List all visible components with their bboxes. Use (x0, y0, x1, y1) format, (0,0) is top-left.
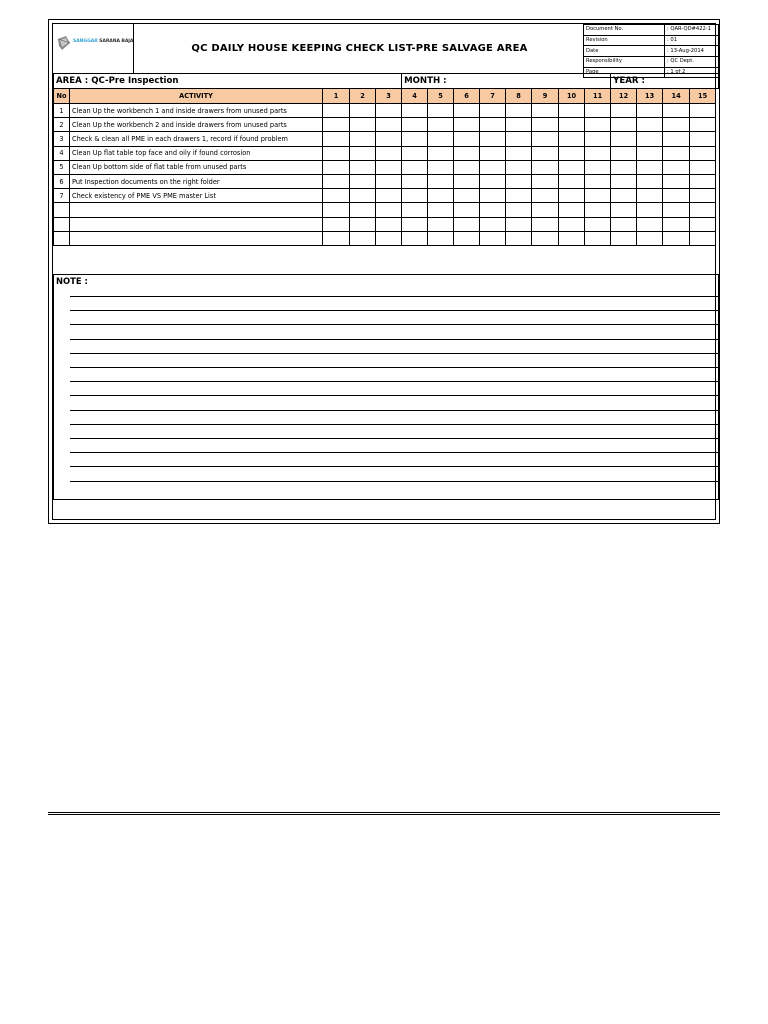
day-check-cell[interactable] (663, 118, 690, 132)
day-check-cell[interactable] (428, 104, 454, 118)
day-check-cell[interactable] (323, 174, 350, 188)
day-check-cell[interactable] (611, 118, 637, 132)
column-header-day: 3 (376, 89, 402, 104)
doc-info-value: : 01 (665, 35, 719, 46)
day-check-cell[interactable] (428, 118, 454, 132)
day-check-cell[interactable] (611, 189, 637, 203)
activity-cell (70, 203, 323, 217)
company-name-part2: SARANA BAJA (99, 39, 134, 44)
day-check-cell[interactable] (402, 104, 428, 118)
day-check-cell[interactable] (480, 174, 506, 188)
day-check-cell[interactable] (323, 104, 350, 118)
day-check-cell[interactable] (350, 231, 376, 245)
day-check-cell[interactable] (690, 189, 716, 203)
day-check-cell[interactable] (585, 118, 611, 132)
day-check-cell[interactable] (376, 203, 402, 217)
day-check-cell[interactable] (323, 118, 350, 132)
day-check-cell[interactable] (690, 174, 716, 188)
day-check-cell[interactable] (637, 231, 663, 245)
day-check-cell[interactable] (506, 160, 532, 174)
day-check-cell[interactable] (402, 146, 428, 160)
day-check-cell[interactable] (611, 160, 637, 174)
day-check-cell[interactable] (454, 160, 480, 174)
day-check-cell[interactable] (350, 118, 376, 132)
day-check-cell[interactable] (663, 231, 690, 245)
day-check-cell[interactable] (611, 203, 637, 217)
note-line[interactable] (70, 324, 718, 325)
table-row (54, 189, 719, 203)
day-check-cell[interactable] (532, 146, 559, 160)
note-line[interactable] (70, 353, 718, 354)
day-check-cell[interactable] (376, 231, 402, 245)
day-check-cell[interactable] (637, 146, 663, 160)
day-check-cell[interactable] (663, 104, 690, 118)
column-header-day: 8 (506, 89, 532, 104)
row-number: 5 (54, 160, 70, 174)
day-check-cell[interactable] (690, 104, 716, 118)
day-check-cell[interactable] (402, 231, 428, 245)
note-label: NOTE : (56, 276, 88, 286)
day-check-cell[interactable] (611, 132, 637, 146)
note-line[interactable] (70, 452, 718, 453)
row-number (54, 231, 70, 245)
table-row (54, 174, 719, 188)
day-check-cell[interactable] (428, 132, 454, 146)
day-check-cell[interactable] (323, 189, 350, 203)
activity-cell (70, 217, 323, 231)
day-check-cell[interactable] (480, 231, 506, 245)
doc-info-value: : QAR-QD#422-1 (665, 25, 719, 36)
row-number: 3 (54, 132, 70, 146)
day-check-cell[interactable] (454, 189, 480, 203)
day-check-cell[interactable] (428, 160, 454, 174)
row-number (54, 217, 70, 231)
day-check-cell[interactable] (402, 118, 428, 132)
day-check-cell[interactable] (611, 174, 637, 188)
day-check-cell[interactable] (585, 132, 611, 146)
day-check-cell[interactable] (376, 146, 402, 160)
day-check-cell[interactable] (690, 146, 716, 160)
day-check-cell[interactable] (480, 160, 506, 174)
day-check-cell[interactable] (350, 146, 376, 160)
day-check-cell[interactable] (637, 203, 663, 217)
column-header-day: 15 (690, 89, 716, 104)
note-line[interactable] (70, 438, 718, 439)
document-title: QC DAILY HOUSE KEEPING CHECK LIST-PRE SALVAGE AREA (191, 43, 528, 54)
day-check-cell[interactable] (506, 203, 532, 217)
day-check-cell[interactable] (428, 231, 454, 245)
company-name (73, 39, 133, 44)
day-check-cell[interactable] (532, 217, 559, 231)
day-check-cell[interactable] (637, 104, 663, 118)
day-check-cell[interactable] (376, 217, 402, 231)
day-check-cell[interactable] (532, 118, 559, 132)
day-check-cell[interactable] (323, 132, 350, 146)
row-number: 1 (54, 104, 70, 118)
day-check-cell[interactable] (611, 104, 637, 118)
day-check-cell[interactable] (480, 118, 506, 132)
day-check-cell[interactable] (585, 174, 611, 188)
day-check-cell[interactable] (559, 174, 585, 188)
table-header-row (54, 89, 719, 104)
document-info-table (583, 24, 719, 78)
column-header-day: 2 (350, 89, 376, 104)
day-check-cell[interactable] (585, 146, 611, 160)
day-check-cell[interactable] (506, 231, 532, 245)
activity-cell: Clean Up the workbench 2 and inside drawers from unused parts (70, 118, 323, 132)
row-number: 4 (54, 146, 70, 160)
column-header-day: 4 (402, 89, 428, 104)
company-logo-icon (57, 35, 71, 51)
day-check-cell[interactable] (350, 174, 376, 188)
day-check-cell[interactable] (428, 174, 454, 188)
row-number: 2 (54, 118, 70, 132)
day-check-cell[interactable] (506, 174, 532, 188)
doc-info-label: Document No. (584, 25, 665, 36)
doc-info-label: Revision (584, 35, 665, 46)
day-check-cell[interactable] (559, 217, 585, 231)
day-check-cell[interactable] (402, 132, 428, 146)
page-divider-line (48, 812, 720, 813)
day-check-cell[interactable] (428, 189, 454, 203)
activity-cell: Clean Up flat table top face and oily if found corrosion (70, 146, 323, 160)
table-row (54, 217, 719, 231)
column-header-day: 12 (611, 89, 637, 104)
doc-info-value: : 1 of 2 (665, 67, 719, 78)
day-check-cell[interactable] (585, 231, 611, 245)
doc-info-label: Page (584, 67, 665, 78)
day-check-cell[interactable] (323, 160, 350, 174)
doc-info-row (584, 46, 719, 57)
day-check-cell[interactable] (480, 146, 506, 160)
column-header-day: 1 (323, 89, 350, 104)
column-header-day: 11 (585, 89, 611, 104)
table-row (54, 146, 719, 160)
day-check-cell[interactable] (323, 217, 350, 231)
activity-cell: Clean Up bottom side of flat table from unused parts (70, 160, 323, 174)
day-check-cell[interactable] (323, 146, 350, 160)
day-check-cell[interactable] (663, 203, 690, 217)
day-check-cell[interactable] (376, 132, 402, 146)
row-number: 6 (54, 174, 70, 188)
column-header-day: 7 (480, 89, 506, 104)
day-check-cell[interactable] (690, 118, 716, 132)
day-check-cell[interactable] (559, 203, 585, 217)
note-line[interactable] (70, 296, 718, 297)
form-header (53, 24, 715, 76)
day-check-cell[interactable] (350, 104, 376, 118)
day-check-cell[interactable] (663, 174, 690, 188)
activity-cell (70, 231, 323, 245)
day-check-cell[interactable] (402, 217, 428, 231)
company-name-part1: SANGGAR (73, 39, 98, 44)
column-header-no: No (54, 89, 70, 104)
day-check-cell[interactable] (559, 189, 585, 203)
day-check-cell[interactable] (532, 203, 559, 217)
day-check-cell[interactable] (454, 203, 480, 217)
day-check-cell[interactable] (559, 146, 585, 160)
doc-info-row (584, 57, 719, 68)
table-row (54, 160, 719, 174)
form-inner-border (52, 23, 716, 520)
day-check-cell[interactable] (376, 104, 402, 118)
day-check-cell[interactable] (376, 189, 402, 203)
day-check-cell[interactable] (506, 132, 532, 146)
activity-cell: Check existency of PME VS PME master List (70, 189, 323, 203)
month-field[interactable]: MONTH : (402, 74, 611, 89)
note-line[interactable] (70, 381, 718, 382)
day-check-cell[interactable] (663, 217, 690, 231)
column-header-day: 13 (637, 89, 663, 104)
note-line[interactable] (70, 466, 718, 467)
day-check-cell[interactable] (637, 132, 663, 146)
day-check-cell[interactable] (350, 160, 376, 174)
day-check-cell[interactable] (690, 231, 716, 245)
day-check-cell[interactable] (454, 231, 480, 245)
day-check-cell[interactable] (559, 160, 585, 174)
doc-info-label: Date (584, 46, 665, 57)
day-check-cell[interactable] (690, 217, 716, 231)
area-row (54, 74, 719, 89)
day-check-cell[interactable] (559, 104, 585, 118)
day-check-cell[interactable] (480, 104, 506, 118)
row-number (54, 203, 70, 217)
activity-cell: Check & clean all PME in each drawers 1, record if found problem (70, 132, 323, 146)
note-line[interactable] (70, 367, 718, 368)
day-check-cell[interactable] (454, 118, 480, 132)
day-check-cell[interactable] (532, 189, 559, 203)
table-row (54, 118, 719, 132)
table-row (54, 203, 719, 217)
day-check-cell[interactable] (402, 189, 428, 203)
column-header-day: 5 (428, 89, 454, 104)
day-check-cell[interactable] (663, 189, 690, 203)
day-check-cell[interactable] (454, 217, 480, 231)
page-divider-line-2 (48, 814, 720, 815)
day-check-cell[interactable] (480, 189, 506, 203)
day-check-cell[interactable] (402, 160, 428, 174)
day-check-cell[interactable] (480, 132, 506, 146)
note-line[interactable] (70, 424, 718, 425)
day-check-cell[interactable] (532, 160, 559, 174)
day-check-cell[interactable] (690, 203, 716, 217)
notes-section (53, 274, 719, 500)
day-check-cell[interactable] (585, 189, 611, 203)
doc-info-label: Responsibility (584, 57, 665, 68)
day-check-cell[interactable] (637, 160, 663, 174)
day-check-cell[interactable] (532, 231, 559, 245)
day-check-cell[interactable] (376, 174, 402, 188)
day-check-cell[interactable] (350, 189, 376, 203)
day-check-cell[interactable] (402, 203, 428, 217)
column-header-activity: ACTIVITY (70, 89, 323, 104)
doc-info-value: : 13-Aug-2014 (665, 46, 719, 57)
day-check-cell[interactable] (428, 217, 454, 231)
note-line[interactable] (70, 339, 718, 340)
day-check-cell[interactable] (323, 203, 350, 217)
day-check-cell[interactable] (559, 231, 585, 245)
day-check-cell[interactable] (376, 118, 402, 132)
day-check-cell[interactable] (611, 146, 637, 160)
table-row (54, 231, 719, 245)
row-number: 7 (54, 189, 70, 203)
doc-info-row (584, 25, 719, 36)
activity-cell: Clean Up the workbench 1 and inside drawers from unused parts (70, 104, 323, 118)
table-row (54, 104, 719, 118)
day-check-cell[interactable] (350, 203, 376, 217)
day-check-cell[interactable] (376, 160, 402, 174)
day-check-cell[interactable] (506, 104, 532, 118)
note-line[interactable] (70, 310, 718, 311)
day-check-cell[interactable] (585, 104, 611, 118)
day-check-cell[interactable] (637, 217, 663, 231)
day-check-cell[interactable] (454, 132, 480, 146)
day-check-cell[interactable] (585, 217, 611, 231)
day-check-cell[interactable] (663, 146, 690, 160)
note-line[interactable] (70, 395, 718, 396)
day-check-cell[interactable] (559, 118, 585, 132)
day-check-cell[interactable] (428, 203, 454, 217)
day-check-cell[interactable] (532, 174, 559, 188)
day-check-cell[interactable] (690, 160, 716, 174)
column-header-day: 14 (663, 89, 690, 104)
day-check-cell[interactable] (506, 146, 532, 160)
day-check-cell[interactable] (454, 174, 480, 188)
day-check-cell[interactable] (506, 118, 532, 132)
column-header-day: 9 (532, 89, 559, 104)
day-check-cell[interactable] (532, 104, 559, 118)
year-field[interactable]: YEAR : (611, 74, 719, 89)
day-check-cell[interactable] (480, 217, 506, 231)
doc-info-value: : QC Dept. (665, 57, 719, 68)
table-row (54, 132, 719, 146)
day-check-cell[interactable] (585, 160, 611, 174)
day-check-cell[interactable] (637, 174, 663, 188)
activity-cell: Put Inspection documents on the right folder (70, 174, 323, 188)
day-check-cell[interactable] (663, 132, 690, 146)
day-check-cell[interactable] (350, 132, 376, 146)
day-check-cell[interactable] (532, 132, 559, 146)
form-footer-strip (53, 500, 719, 523)
day-check-cell[interactable] (323, 231, 350, 245)
note-line[interactable] (70, 410, 718, 411)
checklist-form (48, 19, 720, 524)
area-label: AREA : QC-Pre Inspection (54, 74, 402, 89)
column-header-day: 6 (454, 89, 480, 104)
day-check-cell[interactable] (506, 189, 532, 203)
column-header-day: 10 (559, 89, 585, 104)
day-check-cell[interactable] (637, 118, 663, 132)
day-check-cell[interactable] (454, 104, 480, 118)
day-check-cell[interactable] (611, 231, 637, 245)
day-check-cell[interactable] (663, 160, 690, 174)
day-check-cell[interactable] (637, 189, 663, 203)
day-check-cell[interactable] (480, 203, 506, 217)
day-check-cell[interactable] (611, 217, 637, 231)
day-check-cell[interactable] (690, 132, 716, 146)
day-check-cell[interactable] (506, 217, 532, 231)
company-logo (53, 24, 134, 73)
note-line[interactable] (70, 481, 718, 482)
day-check-cell[interactable] (585, 203, 611, 217)
day-check-cell[interactable] (350, 217, 376, 231)
day-check-cell[interactable] (559, 132, 585, 146)
day-check-cell[interactable] (454, 146, 480, 160)
doc-info-row (584, 35, 719, 46)
day-check-cell[interactable] (402, 174, 428, 188)
day-check-cell[interactable] (428, 146, 454, 160)
activity-table (53, 73, 719, 246)
